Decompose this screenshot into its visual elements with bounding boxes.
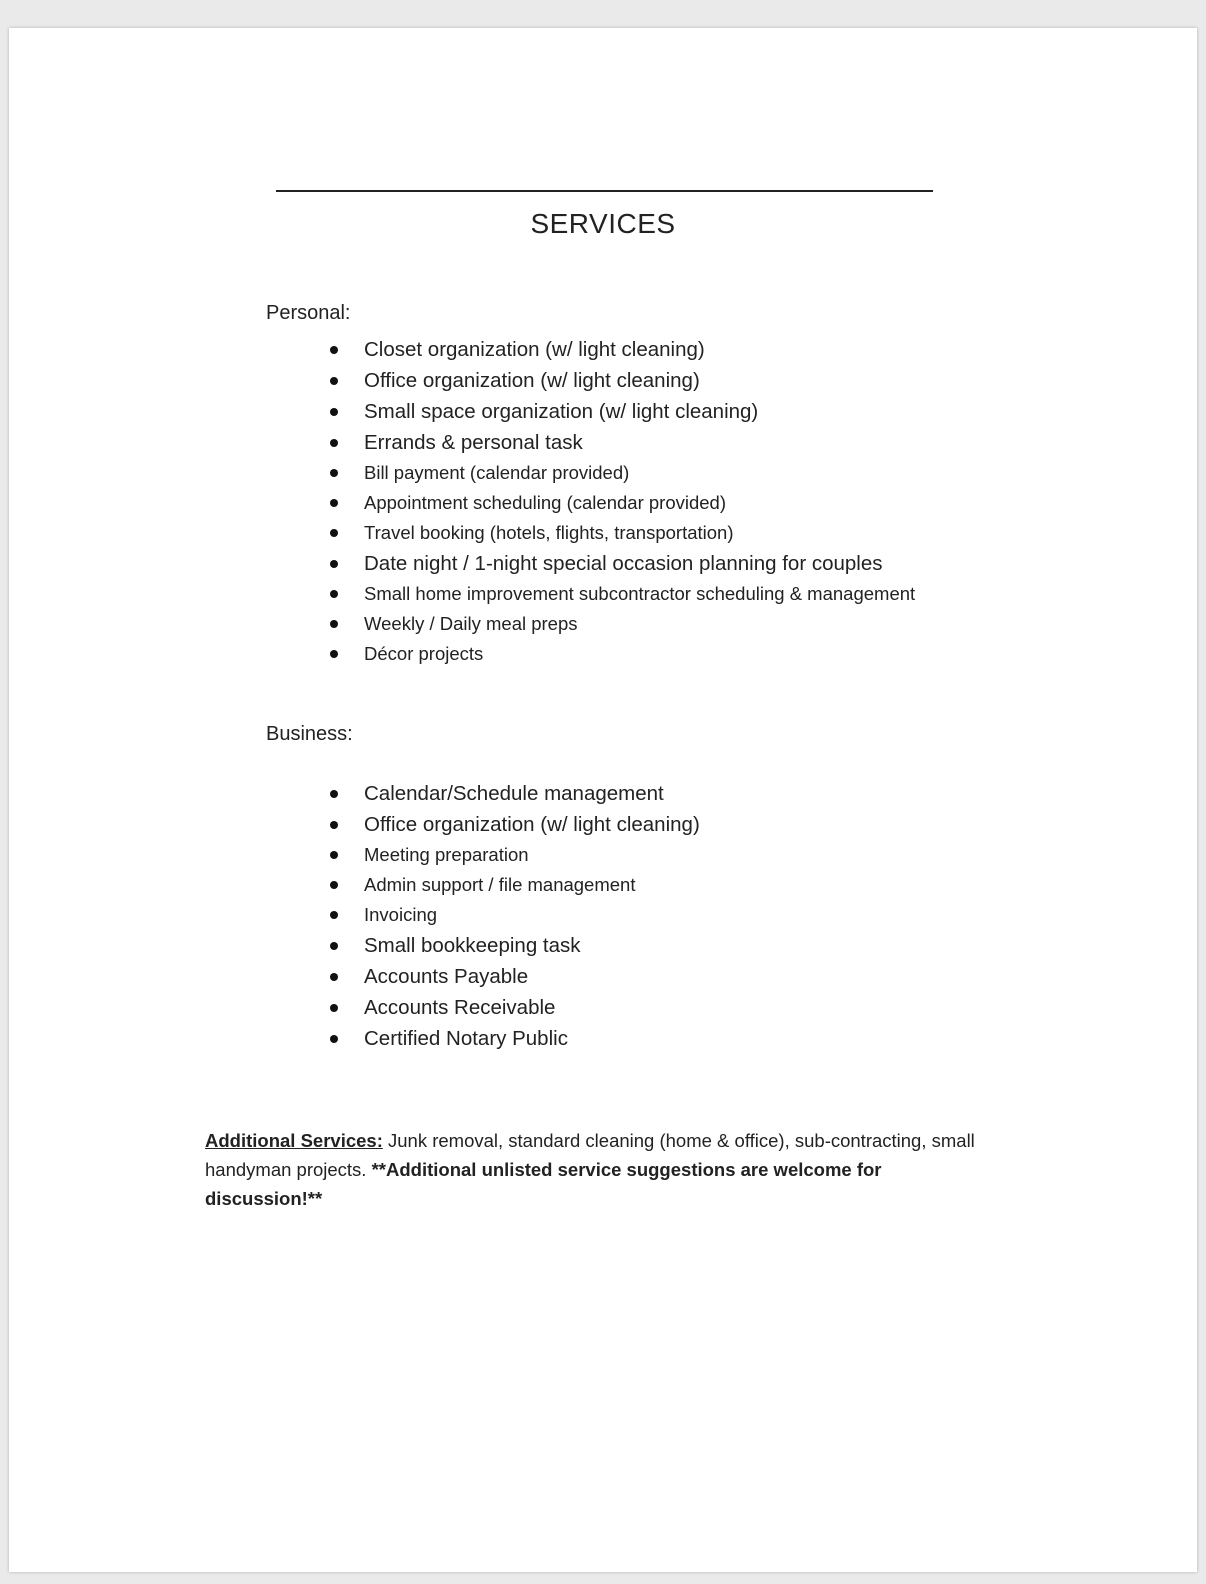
list-item: Travel booking (hotels, flights, transportation) <box>324 518 915 548</box>
bullet-icon <box>330 408 338 416</box>
list-item: Décor projects <box>324 639 915 669</box>
header-rule <box>276 190 933 192</box>
list-item: Small bookkeeping task <box>324 930 700 961</box>
list-item: Small home improvement subcontractor scheduling & management <box>324 579 915 609</box>
bullet-icon <box>330 1035 338 1043</box>
bullet-icon <box>330 469 338 477</box>
personal-section-label: Personal: <box>266 302 351 324</box>
bullet-icon <box>330 942 338 950</box>
list-item: Calendar/Schedule management <box>324 778 700 809</box>
list-item: Small space organization (w/ light cleaning) <box>324 396 915 427</box>
bullet-icon <box>330 529 338 537</box>
list-item: Invoicing <box>324 900 700 930</box>
bullet-icon <box>330 590 338 598</box>
bullet-icon <box>330 560 338 568</box>
list-item: Bill payment (calendar provided) <box>324 458 915 488</box>
bullet-icon <box>330 821 338 829</box>
list-item: Accounts Receivable <box>324 992 700 1023</box>
list-item: Meeting preparation <box>324 840 700 870</box>
list-item: Errands & personal task <box>324 427 915 458</box>
list-item: Weekly / Daily meal preps <box>324 609 915 639</box>
bullet-icon <box>330 973 338 981</box>
bullet-icon <box>330 346 338 354</box>
bullet-icon <box>330 650 338 658</box>
bullet-icon <box>330 1004 338 1012</box>
list-item: Closet organization (w/ light cleaning) <box>324 334 915 365</box>
list-item: Accounts Payable <box>324 961 700 992</box>
bullet-icon <box>330 790 338 798</box>
bullet-icon <box>330 439 338 447</box>
list-item: Office organization (w/ light cleaning) <box>324 809 700 840</box>
list-item: Admin support / file management <box>324 870 700 900</box>
additional-services-note: **Additional unlisted service suggestions are welcome for discussion!** <box>205 1159 882 1209</box>
page-title: SERVICES <box>530 208 676 239</box>
bullet-icon <box>330 620 338 628</box>
bullet-icon <box>330 851 338 859</box>
business-section-label: Business: <box>266 723 353 745</box>
list-item: Certified Notary Public <box>324 1023 700 1054</box>
additional-services-label: Additional Services: <box>205 1130 383 1151</box>
bullet-icon <box>330 377 338 385</box>
additional-services-text: Junk removal, standard cleaning (home & office), sub-contracting, small handyman projects. <box>205 1130 975 1180</box>
additional-services-paragraph <box>205 1126 975 1213</box>
business-services-list <box>324 778 700 1054</box>
list-item: Appointment scheduling (calendar provided) <box>324 488 915 518</box>
bullet-icon <box>330 499 338 507</box>
list-item: Date night / 1-night special occasion planning for couples <box>324 548 915 579</box>
list-item: Office organization (w/ light cleaning) <box>324 365 915 396</box>
personal-services-list <box>324 334 915 669</box>
bullet-icon <box>330 881 338 889</box>
bullet-icon <box>330 911 338 919</box>
